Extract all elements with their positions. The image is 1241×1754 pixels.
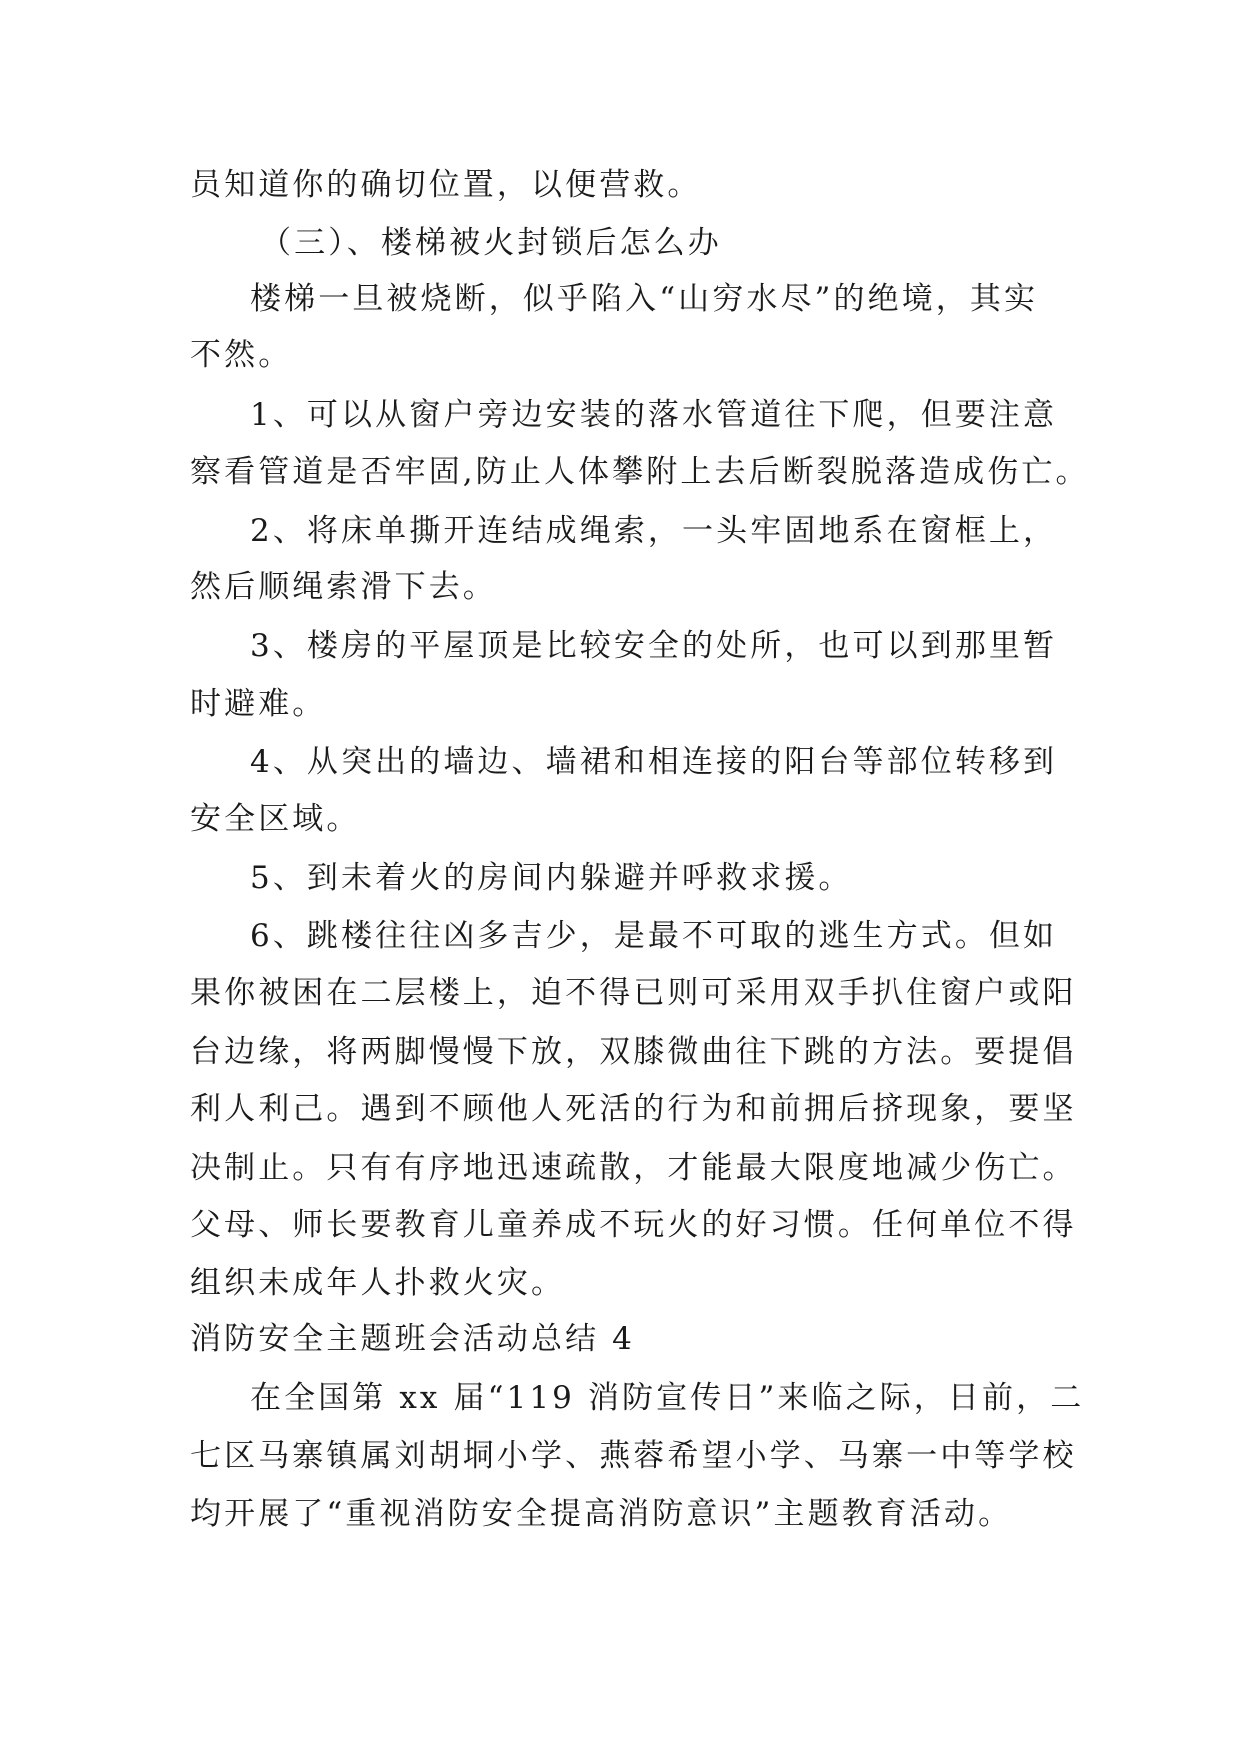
text-line: 员知道你的确切位置，以便营救。 [190,167,702,203]
text-line: 5、到未着火的房间内躲避并呼救求援。 [250,860,853,896]
text-line: 七区马寨镇属刘胡垌小学、燕蓉希望小学、马寨一中等学校 [190,1438,1077,1474]
text-line: 台边缘，将两脚慢慢下放，双膝微曲往下跳的方法。要提倡 [190,1034,1077,1070]
text-line: 决制止。只有有序地迅速疏散，才能最大限度地减少伤亡。 [190,1150,1077,1186]
text-line: 不然。 [190,337,293,373]
text-line: 楼梯一旦被烧断，似乎陷入“山穷水尽”的绝境，其实 [250,281,1039,317]
text-line: 然后顺绳索滑下去。 [190,569,497,605]
text-line: 6、跳楼往往凶多吉少，是最不可取的逃生方式。但如 [250,918,1058,954]
text-line: 3、楼房的平屋顶是比较安全的处所，也可以到那里暂 [250,628,1058,664]
text-line: 察看管道是否牢固,防止人体攀附上去后断裂脱落造成伤亡。 [190,454,1090,490]
text-line: 组织未成年人扑救火灾。 [190,1265,566,1301]
section-heading: （三）、楼梯被火封锁后怎么办 [260,225,722,261]
text-line: 时避难。 [190,686,327,722]
text-line: 均开展了“重视消防安全提高消防意识”主题教育活动。 [190,1496,1013,1532]
text-line: 果你被困在二层楼上，迫不得已则可采用双手扒住窗户或阳 [190,975,1077,1011]
text-line: 利人利己。遇到不顾他人死活的行为和前拥后挤现象，要坚 [190,1091,1077,1127]
text-line: 在全国第 xx 届“119 消防宣传日”来临之际，日前，二 [250,1380,1085,1416]
text-line: 2、将床单撕开连结成绳索，一头牢固地系在窗框上， [250,513,1058,549]
section-title: 消防安全主题班会活动总结 4 [190,1321,635,1357]
text-line: 4、从突出的墙边、墙裙和相连接的阳台等部位转移到 [250,744,1058,780]
text-line: 1、可以从窗户旁边安装的落水管道往下爬，但要注意 [250,397,1058,433]
text-line: 安全区域。 [190,801,361,837]
text-line: 父母、师长要教育儿童养成不玩火的好习惯。任何单位不得 [190,1207,1077,1243]
